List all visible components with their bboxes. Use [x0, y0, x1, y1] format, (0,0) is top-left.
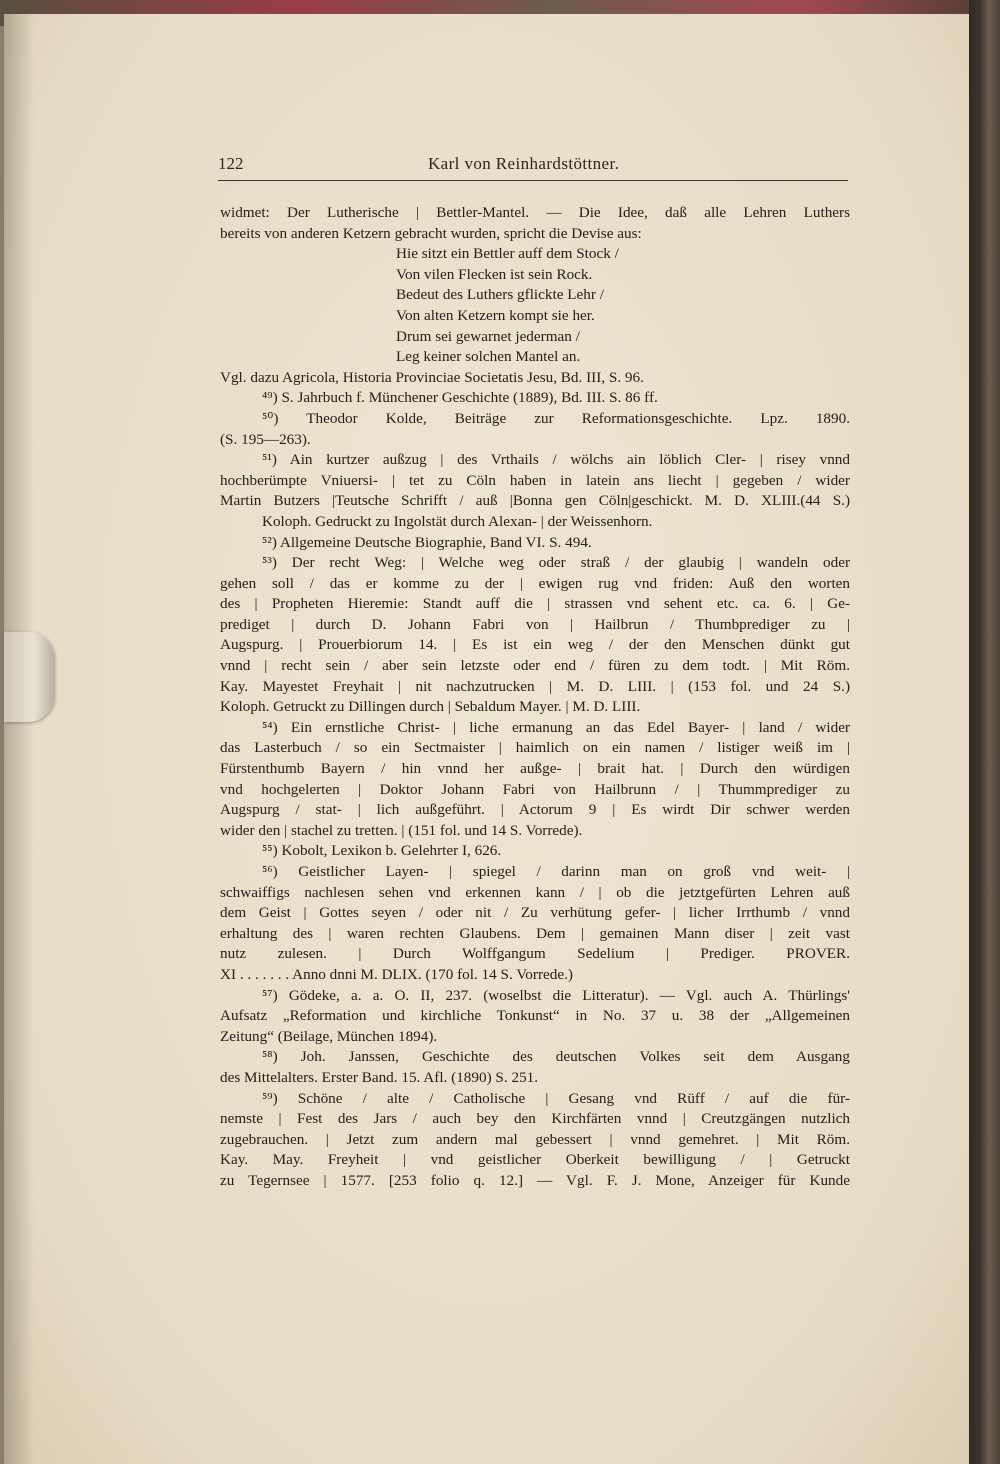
- footnote-55: ⁵⁵) Kobolt, Lexikon b. Gelehrter I, 626.: [262, 842, 502, 860]
- footnote-50: ⁵⁰) Theodor Kolde, Beiträge zur Reformationsgeschichte. Lpz. 1890.: [262, 409, 850, 427]
- text-line: zugebrauchen. | Jetzt zum andern mal gebessert | vnnd gemehret. | Mit Röm.: [220, 1130, 850, 1148]
- verse-line: Von vilen Flecken ist sein Rock.: [396, 265, 593, 283]
- footnote-49: ⁴⁹) S. Jahrbuch f. Münchener Geschichte (1889), Bd. III. S. 86 ff.: [262, 389, 658, 407]
- body-text: [220, 203, 850, 1192]
- text-line: Vgl. dazu Agricola, Historia Provinciae Societatis Jesu, Bd. III, S. 96.: [220, 368, 644, 386]
- header-rule: [218, 180, 848, 181]
- page-number: 122: [218, 154, 244, 173]
- footnote-53: ⁵³) Der recht Weg: | Welche weg oder straß / der glaubig | wandeln oder: [262, 554, 850, 572]
- text-line: bereits von anderen Ketzern gebracht wurden, spricht die Devise aus:: [220, 224, 642, 242]
- text-line: vnd hochgelerten | Doktor Johann Fabri von Hailbrunn / | Thummprediger zu: [220, 780, 850, 798]
- text-line: prediget | durch D. Johann Fabri von | Hailbrun / Thumbprediger zu |: [220, 615, 850, 633]
- verse-line: Hie sitzt ein Bettler auff dem Stock /: [396, 245, 619, 263]
- text-line: vnnd | recht sein / aber sein letzste oder end / füren zu dem todt. | Mit Röm.: [220, 657, 850, 675]
- footnote-56: ⁵⁶) Geistlicher Layen- | spiegel / darinn man on groß vnd weit- |: [262, 863, 850, 880]
- text-line: gehen soll / das er komme zu der | ewigen rug vnd friden: Auß den worten: [220, 574, 850, 592]
- text-line: Koloph. Gedruckt zu Ingolstät durch Alexan- | der Weissenhorn.: [262, 512, 653, 530]
- text-line: Augspurg. | Prouerbiorum 14. | Es ist ein weg / der den Menschen dünkt gut: [220, 636, 850, 654]
- footnote-57: ⁵⁷) Gödeke, a. a. O. II, 237. (woselbst die Litteratur). — Vgl. auch A. Thürlings': [262, 986, 850, 1004]
- text-line: Augspurg / stat- | lich außgeführt. | Actorum 9 | Es wirdt Dir schwer werden: [220, 801, 850, 819]
- text-line: hochberümpte Vniuersi- | tet zu Cöln haben in latein ans liecht | gegeben / wider: [220, 471, 850, 489]
- text-line: dem Geist | Gottes seyen / oder nit / Zu verhütung gefer- | licher Irrthumb / vnnd: [220, 904, 850, 922]
- text-line: Aufsatz „Reformation und kirchliche Tonkunst“ in No. 37 u. 38 der „Allgemeinen: [220, 1007, 850, 1025]
- running-header: [218, 154, 848, 180]
- text-line: Kay. Mayestet Freyhait | nit nachzutrucken | M. D. LIII. | (153 fol. und 24 S.): [220, 677, 850, 695]
- text-line: widmet: Der Lutherische | Bettler-Mantel. — Die Idee, daß alle Lehren Luthers: [220, 204, 850, 221]
- verse-line: Leg keiner solchen Mantel an.: [396, 348, 581, 366]
- text-line: zu Tegernsee | 1577. [253 folio q. 12.] — Vgl. F. J. Mone, Anzeiger für Kunde: [220, 1171, 850, 1189]
- text-line: Fürstenthumb Bayern / hin vnnd her außge- | brait hat. | Durch den würdigen: [220, 760, 850, 778]
- text-line: nemste | Fest des Jars / auch bey den Kirchfärten vnnd | Creutzgängen nutzlich: [220, 1110, 850, 1128]
- text-line: wider den | stachel zu tretten. | (151 fol. und 14 S. Vorrede).: [220, 821, 583, 839]
- page-clip: [4, 632, 54, 722]
- book-page-stack-edge: [969, 0, 1000, 1464]
- text-line: erhaltung des | waren rechten Glaubens. Dem | gemainen Mann diser | zeit vast: [220, 924, 850, 942]
- text-line: XI . . . . . . . Anno dnni M. DLIX. (170 fol. 14 S. Vorrede.): [220, 965, 573, 983]
- gutter-shadow: [4, 14, 34, 1464]
- verse-line: Von alten Ketzern kompt sie her.: [396, 306, 595, 324]
- text-line: das Lasterbuch / so ein Sectmaister | haimlich on ein namen / listiger weiß im |: [220, 739, 850, 757]
- running-title: Karl von Reinhardstöttner.: [428, 154, 620, 173]
- text-line: des | Propheten Hieremie: Standt auff die | strassen vnd sehent etc. ca. 6. | Ge-: [220, 595, 850, 613]
- text-line: Martin Butzers |Teutsche Schrifft / auß |Bonna gen Cöln|geschickt. M. D. XLIII.(44 S.): [220, 492, 850, 510]
- footnote-51: ⁵¹) Ain kurtzer außzug | des Vrthails / wölchs ain löblich Cler- | risey vnnd: [262, 451, 850, 469]
- text-line: des Mittelalters. Erster Band. 15. Afl. (1890) S. 251.: [220, 1068, 539, 1086]
- footnote-54: ⁵⁴) Ein ernstliche Christ- | liche ermanung an das Edel Bayer- | land / wider: [262, 718, 850, 736]
- text-line: Koloph. Getruckt zu Dillingen durch | Sebaldum Mayer. | M. D. LIII.: [220, 698, 641, 716]
- text-line: Zeitung“ (Beilage, München 1894).: [220, 1027, 438, 1045]
- verse-line: Drum sei gewarnet jederman /: [396, 327, 580, 345]
- footnote-52: ⁵²) Allgemeine Deutsche Biographie, Band VI. S. 494.: [262, 533, 592, 551]
- text-line: nutz zulesen. | Durch Wolffgangum Sedelium | Prediger. PROVER.: [220, 945, 850, 963]
- verse-line: Bedeut des Luthers gflickte Lehr /: [396, 286, 604, 304]
- footnote-59: ⁵⁹) Schöne / alte / Catholische | Gesang vnd Rüff / auf die für-: [262, 1089, 850, 1107]
- text-line: (S. 195—263).: [220, 430, 311, 448]
- text-line: schwaiffigs nachlesen sehen vnd erkennen kann / | ob die jetztgefürten Lehren auß: [220, 883, 850, 901]
- text-line: Kay. May. Freyheit | vnd geistlicher Oberkeit bewilligung / | Getruckt: [220, 1151, 850, 1169]
- footnote-58: ⁵⁸) Joh. Janssen, Geschichte des deutschen Volkes seit dem Ausgang: [262, 1048, 850, 1066]
